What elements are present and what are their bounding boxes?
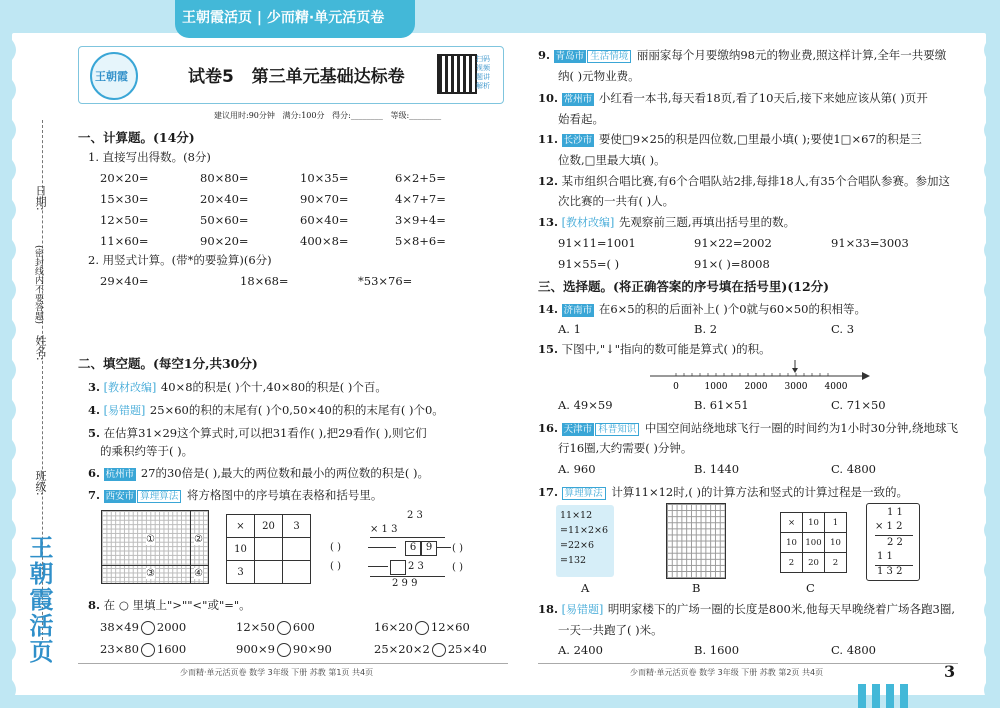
q17-d-line: × 1 2 [875, 521, 903, 532]
q5-text[interactable]: 在估算31×29这个算式时,可以把31看作( ),把29看作( ),则它们 [103, 426, 427, 440]
q12 [538, 174, 950, 188]
q17-d-rule [875, 535, 913, 536]
q16-option-a[interactable]: A. 960 [558, 462, 596, 476]
vert-paren[interactable]: ( ) [452, 562, 463, 573]
q2-item[interactable]: 18×68= [240, 274, 289, 288]
q17-tag: 算理算法 [562, 487, 606, 500]
q7-table-blank[interactable] [283, 538, 311, 561]
q5-cont[interactable]: 的乘积约等于( )。 [100, 444, 194, 458]
q8 [88, 598, 251, 612]
vert-partial: 2 3 [408, 561, 424, 572]
q12-cont[interactable]: 次比赛的一共有( )人。 [558, 194, 675, 208]
q14-option-a[interactable]: A. 1 [558, 322, 581, 336]
q7-text: 将方格图中的序号填在表格和括号里。 [186, 488, 383, 502]
q7-table-cell: 3 [227, 561, 255, 584]
vert-paren[interactable]: ( ) [330, 561, 341, 572]
section-choice: 三、选择题。(将正确答案的序号填在括号里)(12分) [538, 279, 830, 294]
q17-c-cell: 100 [803, 533, 825, 553]
q18-cont[interactable]: 一天一共跑了( )米。 [558, 623, 663, 637]
q6 [88, 466, 429, 481]
arrow-line [368, 566, 388, 567]
paper-name: 第三单元基础达标卷 [251, 67, 405, 87]
q6-text[interactable]: 27的30倍是( ),最大的两位数和最小的两位数的积是( )。 [140, 466, 430, 480]
vert-paren[interactable]: ( ) [330, 542, 341, 553]
q1-cell[interactable]: 11×60= [100, 234, 149, 248]
q7-table-blank[interactable] [283, 561, 311, 584]
q17-c-cell: 1 [825, 513, 847, 533]
q17-option-d-figure[interactable] [866, 503, 920, 581]
q16-text: 中国空间站绕地球飞行一圈的时间约为1小时30分钟,绕地球飞 [644, 421, 958, 435]
grid-region-2: ② [194, 534, 203, 545]
q17-c-cell: 20 [803, 553, 825, 573]
number-line-arrow [862, 372, 870, 380]
q3 [88, 380, 387, 395]
q8-right: 90×90 [292, 642, 332, 656]
date-label: 日期: [34, 185, 47, 211]
q7-tag-city: 西安市 [105, 491, 135, 502]
q2-stem: 2. 用竖式计算。(带*的要验算)(6分) [88, 253, 272, 267]
q8-right: 25×40 [447, 642, 487, 656]
brand-badge: 王朝霞 [90, 52, 138, 100]
q18-number: 18. [538, 602, 559, 616]
score-blank[interactable]: 得分:________ [332, 111, 383, 120]
arrow-line [437, 547, 451, 548]
q1-cell[interactable]: 50×60= [200, 213, 249, 227]
q8-right: 2000 [156, 620, 187, 634]
q13-text: 先观察前三题,再填出括号里的数。 [618, 215, 796, 229]
q1-cell[interactable]: 80×80= [200, 171, 249, 185]
down-arrow-head [792, 368, 798, 373]
q7-table-blank[interactable] [255, 538, 283, 561]
q9-number: 9. [538, 48, 551, 62]
q7-number: 7. [88, 488, 101, 502]
q8-right: 12×60 [430, 620, 470, 634]
q16-cont[interactable]: 行16圈,大约需要( )分钟。 [558, 441, 693, 455]
section-calc: 一、计算题。(14分) [78, 130, 195, 145]
q18 [538, 602, 955, 617]
footer-rule-right [538, 663, 958, 664]
q14-text[interactable]: 在6×5的积的后面补上( )个0就与60×50的积相等。 [598, 302, 866, 316]
q2-item[interactable]: 29×40= [100, 274, 149, 288]
q1-stem: 1. 直接写出得数。(8分) [88, 150, 211, 164]
q7-tag-type: 算理算法 [137, 490, 181, 503]
q16-number: 16. [538, 421, 559, 435]
section-fill: 二、填空题。(每空1分,共30分) [78, 356, 258, 371]
q13-blank[interactable]: 91×55=( ) [558, 257, 620, 271]
q1-cell[interactable]: 20×40= [200, 192, 249, 206]
q17-d-line: 1 1 [887, 507, 903, 518]
vert-line [370, 576, 445, 577]
footer-right: 少而精·单元活页卷 数学 3年级 下册 苏教 第2页 共4页 [630, 668, 824, 677]
arrow-line [368, 547, 396, 548]
q13-eq: 91×33=3003 [831, 236, 909, 250]
q4-number: 4. [88, 403, 101, 417]
full-score: 满分:100分 [282, 111, 325, 120]
grid-region-3: ③ [146, 568, 155, 579]
q15-option-a[interactable]: A. 49×59 [558, 398, 613, 412]
q17-a-step: =11×2×6 [560, 525, 609, 536]
compare-circle[interactable] [415, 621, 429, 635]
qr-caption-line: 视频 [476, 64, 490, 72]
vert-multiplicand: 2 3 [407, 510, 423, 521]
meta-line [214, 110, 441, 121]
suggested-time: 建议用时:90分钟 [214, 111, 275, 120]
qr-code[interactable] [437, 54, 477, 94]
page-number: 3 [944, 662, 956, 681]
q1-cell[interactable]: 60×40= [300, 213, 349, 227]
brand-logo-vertical: 王朝霞活页 [25, 535, 54, 665]
q13-blank[interactable]: 91×( )=8008 [694, 257, 770, 271]
q15-number-line [650, 360, 870, 394]
q11-text[interactable]: 要使□9×25的积是四位数,□里最小填( );要使1□×67的积是三 [598, 132, 922, 146]
q16-option-c[interactable]: C. 4800 [831, 462, 876, 476]
footer-rule-left [78, 663, 508, 664]
q7 [88, 488, 382, 503]
seal-notice: (密封线内不要答题) [33, 245, 43, 325]
q6-tag: 杭州市 [105, 469, 135, 480]
q17-a-step: =22×6 [560, 540, 595, 551]
qr-caption-line: 扫码 [476, 55, 490, 63]
paper-number: 试卷5 [188, 67, 234, 87]
q6-number: 6. [88, 466, 101, 480]
q16 [538, 421, 958, 436]
q17 [538, 485, 908, 500]
vert-result: 2 9 9 [392, 578, 418, 589]
header-separator: | [256, 10, 262, 26]
compare-circle[interactable] [141, 621, 155, 635]
q11-number: 11. [538, 132, 559, 146]
compare-circle[interactable] [432, 643, 446, 657]
q8-left: 16×20 [374, 620, 413, 634]
q2-item[interactable]: *53×76= [358, 274, 413, 288]
footer-left: 少而精·单元活页卷 数学 3年级 下册 苏教 第1页 共4页 [180, 668, 374, 677]
compare-circle[interactable] [277, 621, 291, 635]
q15 [538, 342, 771, 356]
stripe-decoration [900, 684, 908, 708]
q13 [538, 215, 795, 230]
q1-cell[interactable]: 6×2+5= [395, 171, 446, 185]
q17-label-c: C [806, 581, 815, 595]
grid-divider-h [102, 565, 208, 566]
q8-compare [236, 642, 332, 657]
compare-circle[interactable] [141, 643, 155, 657]
q3-text[interactable]: 40×8的积是( )个十,40×80的积是( )个百。 [160, 380, 387, 394]
q13-eq: 91×22=2002 [694, 236, 772, 250]
q15-text[interactable]: 下图中,"↓"指向的数可能是算式( )的积。 [561, 342, 771, 356]
q12-text: 某市组织合唱比赛,有6个合唱队站2排,每排18人,有35个合唱队参赛。参加这 [561, 174, 951, 188]
q4-text[interactable]: 25×60的积的末尾有( )个0,50×40的积的末尾有( )个0。 [149, 403, 444, 417]
vert-box: 9 [421, 541, 437, 556]
q18-option-b[interactable]: B. 1600 [694, 643, 740, 657]
tick-label: 1000 [704, 382, 728, 392]
q17-option-b-figure[interactable] [666, 503, 726, 579]
qr-caption-line: 解析 [476, 82, 490, 90]
q17-c-cell: 10 [825, 533, 847, 553]
q8-right: 1600 [156, 642, 187, 656]
q1-cell[interactable]: 3×9+4= [395, 213, 446, 227]
q8-left: 38×49 [100, 620, 139, 634]
q17-c-cell: 2 [825, 553, 847, 573]
q17-label-b: B [692, 581, 701, 595]
tick-label: 0 [673, 382, 679, 392]
q13-number: 13. [538, 215, 559, 229]
wave-border-right [975, 0, 1000, 708]
q15-option-c[interactable]: C. 71×50 [831, 398, 886, 412]
q14-option-b[interactable]: B. 2 [694, 322, 718, 336]
q13-eq: 91×11=1001 [558, 236, 636, 250]
q1-cell[interactable]: 12×50= [100, 213, 149, 227]
series-name: 少而精·单元活页卷 [266, 10, 385, 26]
q8-compare [236, 620, 315, 635]
q16-tag-type: 科普知识 [595, 423, 639, 436]
q17-c-cell: × [781, 513, 803, 533]
tick-label: 4000 [824, 382, 848, 392]
q17-number: 17. [538, 485, 559, 499]
q11 [538, 132, 922, 147]
q18-tag: [易错题] [561, 603, 604, 616]
q7-vertical-calc [330, 508, 470, 592]
q8-compare [374, 620, 470, 635]
q11-cont[interactable]: 位数,□里最大填( )。 [558, 153, 666, 167]
q15-option-b[interactable]: B. 61×51 [694, 398, 749, 412]
q17-label-a: A [581, 581, 590, 595]
q17-d-line: 2 2 [887, 537, 903, 548]
q17-c-cell: 10 [781, 533, 803, 553]
class-label: 班级: [34, 470, 47, 496]
q17-text[interactable]: 计算11×12时,( )的计算方法和竖式的计算过程是一致的。 [611, 485, 909, 499]
q8-compare [100, 620, 186, 635]
q18-option-a[interactable]: A. 2400 [558, 643, 603, 657]
q1-cell[interactable]: 10×35= [300, 171, 349, 185]
q17-a-step: =132 [560, 555, 587, 566]
q3-number: 3. [88, 380, 101, 394]
q17-option-c-figure[interactable] [780, 512, 847, 573]
q10-cont: 始看起。 [558, 112, 604, 126]
grid-region-4: ④ [194, 568, 203, 579]
grid-region-1: ① [146, 534, 155, 545]
q1-cell[interactable]: 4×7+7= [395, 192, 446, 206]
q7-grid-figure [101, 510, 209, 584]
q8-left: 23×80 [100, 642, 139, 656]
q14-option-c[interactable]: C. 3 [831, 322, 855, 336]
grid-divider-v [190, 511, 191, 583]
q10-text[interactable]: 小红看一本书,每天看18页,看了10天后,接下来她应该从第( )页开 [598, 91, 928, 105]
q8-compare [100, 642, 186, 657]
q9-tag-type: 生活情境 [587, 50, 631, 63]
q9-cont[interactable]: 纳( )元物业费。 [558, 69, 640, 83]
q8-left: 12×50 [236, 620, 275, 634]
q7-table-blank[interactable] [255, 561, 283, 584]
q17-d-line: 1 1 [877, 551, 893, 562]
q17-option-a-figure[interactable] [556, 505, 614, 577]
q8-text: 在 ○ 里填上">""<"或"="。 [103, 598, 251, 612]
q5 [88, 426, 427, 440]
q8-compare [374, 642, 487, 657]
vert-box: 6 [405, 541, 421, 556]
stripe-decoration [886, 684, 894, 708]
q16-option-b[interactable]: B. 1440 [694, 462, 740, 476]
q14-number: 14. [538, 302, 559, 316]
q14-tag: 济南市 [563, 305, 593, 316]
q10-tag: 常州市 [563, 94, 593, 105]
q7-table-cell: 20 [255, 515, 283, 538]
stripe-decoration [858, 684, 866, 708]
vert-line [370, 537, 445, 538]
q3-tag: [教材改编] [103, 381, 157, 394]
vert-box [390, 560, 406, 575]
stripe-decoration [872, 684, 880, 708]
q11-tag: 长沙市 [563, 135, 593, 146]
qr-caption [476, 55, 494, 91]
q9-text: 丽丽家每个月要缴纳98元的物业费,照这样计算,全年一共要缴 [636, 48, 947, 62]
q18-text: 明明家楼下的广场一圈的长度是800米,他每天早晚绕着广场各跑3圈, [607, 602, 955, 616]
q1-cell[interactable]: 5×8+6= [395, 234, 446, 248]
paper-title [188, 62, 405, 87]
q10 [538, 91, 928, 106]
q1-cell[interactable]: 20×20= [100, 171, 149, 185]
q1-cell[interactable]: 90×70= [300, 192, 349, 206]
q7-table-cell: 10 [227, 538, 255, 561]
q4-tag: [易错题] [103, 404, 146, 417]
q13-tag: [教材改编] [561, 216, 615, 229]
q17-c-cell: 2 [781, 553, 803, 573]
q12-number: 12. [538, 174, 559, 188]
q1-cell[interactable]: 90×20= [200, 234, 249, 248]
q8-right: 600 [292, 620, 315, 634]
q5-number: 5. [88, 426, 101, 440]
q9 [538, 48, 946, 63]
q17-c-cell: 10 [803, 513, 825, 533]
header-title [182, 7, 384, 27]
q10-number: 10. [538, 91, 559, 105]
q16-tag-city: 天津市 [563, 424, 593, 435]
q1-cell[interactable]: 15×30= [100, 192, 149, 206]
tick-label: 2000 [744, 382, 768, 392]
compare-circle[interactable] [277, 643, 291, 657]
header-band [0, 0, 1000, 33]
vert-paren[interactable]: ( ) [452, 543, 463, 554]
q17-d-line: 1 3 2 [877, 566, 903, 577]
qr-caption-line: 题讲 [476, 73, 490, 81]
q9-tag-city: 青岛市 [555, 51, 585, 62]
q7-table-cell: × [227, 515, 255, 538]
q14 [538, 302, 866, 317]
q1-cell[interactable]: 400×8= [300, 234, 349, 248]
q4 [88, 403, 444, 418]
tick-label: 3000 [784, 382, 808, 392]
grade-blank[interactable]: 等级:________ [390, 111, 442, 120]
q18-option-c[interactable]: C. 4800 [831, 643, 876, 657]
q8-left: 900×9 [236, 642, 275, 656]
q8-number: 8. [88, 598, 101, 612]
q8-left: 25×20×2 [374, 642, 430, 656]
brand-name: 王朝霞活页 [182, 10, 252, 26]
name-label: 姓名: [34, 335, 47, 361]
q17-a-step: 11×12 [560, 510, 593, 521]
q7-table-cell: 3 [283, 515, 311, 538]
q7-table [226, 514, 311, 584]
q15-number: 15. [538, 342, 559, 356]
vert-multiplier: × 1 3 [370, 524, 398, 535]
